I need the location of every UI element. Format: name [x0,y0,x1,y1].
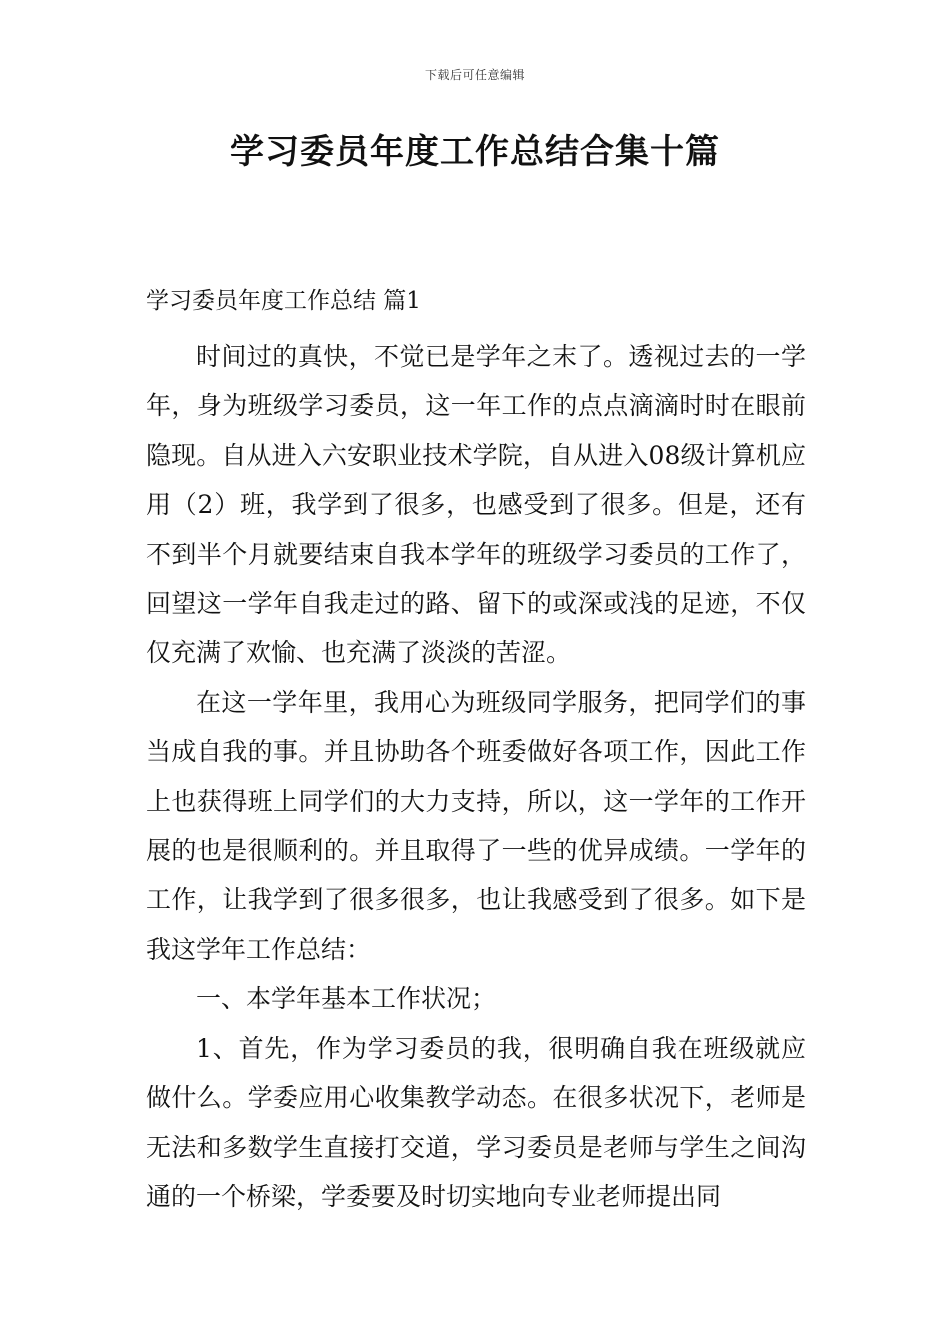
document-title: 学习委员年度工作总结合集十篇 [230,132,720,172]
paragraph-1: 时间过的真快，不觉已是学年之末了。透视过去的一学年，身为班级学习委员，这一年工作的点点滴滴时时在眼前隐现。自从进入六安职业技术学院，自从进入08级计算机应用（2）班，我学到了很多，也感受到了很多。但是，还有不到半个月就要结束自我本学年的班级学习委员的工作了，回望这一学年自我走过的路、留下的或深或浅的足迹，不仅仅充满了欢愉、也充满了淡淡的苦涩。 [146,342,806,668]
paragraph-3: 一、本学年基本工作状况； [196,984,497,1014]
header-note: 下载后可任意编辑 [424,68,525,82]
document-body [146,332,806,1221]
paragraph-2: 在这一学年里，我用心为班级同学服务，把同学们的事当成自我的事。并且协助各个班委做好各项工作，因此工作上也获得班上同学们的大力支持，所以，这一学年的工作开展的也是很顺利的。并且取得了一些的优异成绩。一学年的工作，让我学到了很多很多，也让我感受到了很多。如下是我这学年工作总结： [146,687,806,964]
section-heading: 学习委员年度工作总结 篇1 [146,288,421,314]
paragraph-4: 1、首先，作为学习委员的我，很明确自我在班级就应做什么。学委应用心收集教学动态。在很多状况下，老师是无法和多数学生直接打交道，学习委员是老师与学生之间沟通的一个桥梁，学委要及时切实地向专业老师提出同 [146,1033,806,1211]
